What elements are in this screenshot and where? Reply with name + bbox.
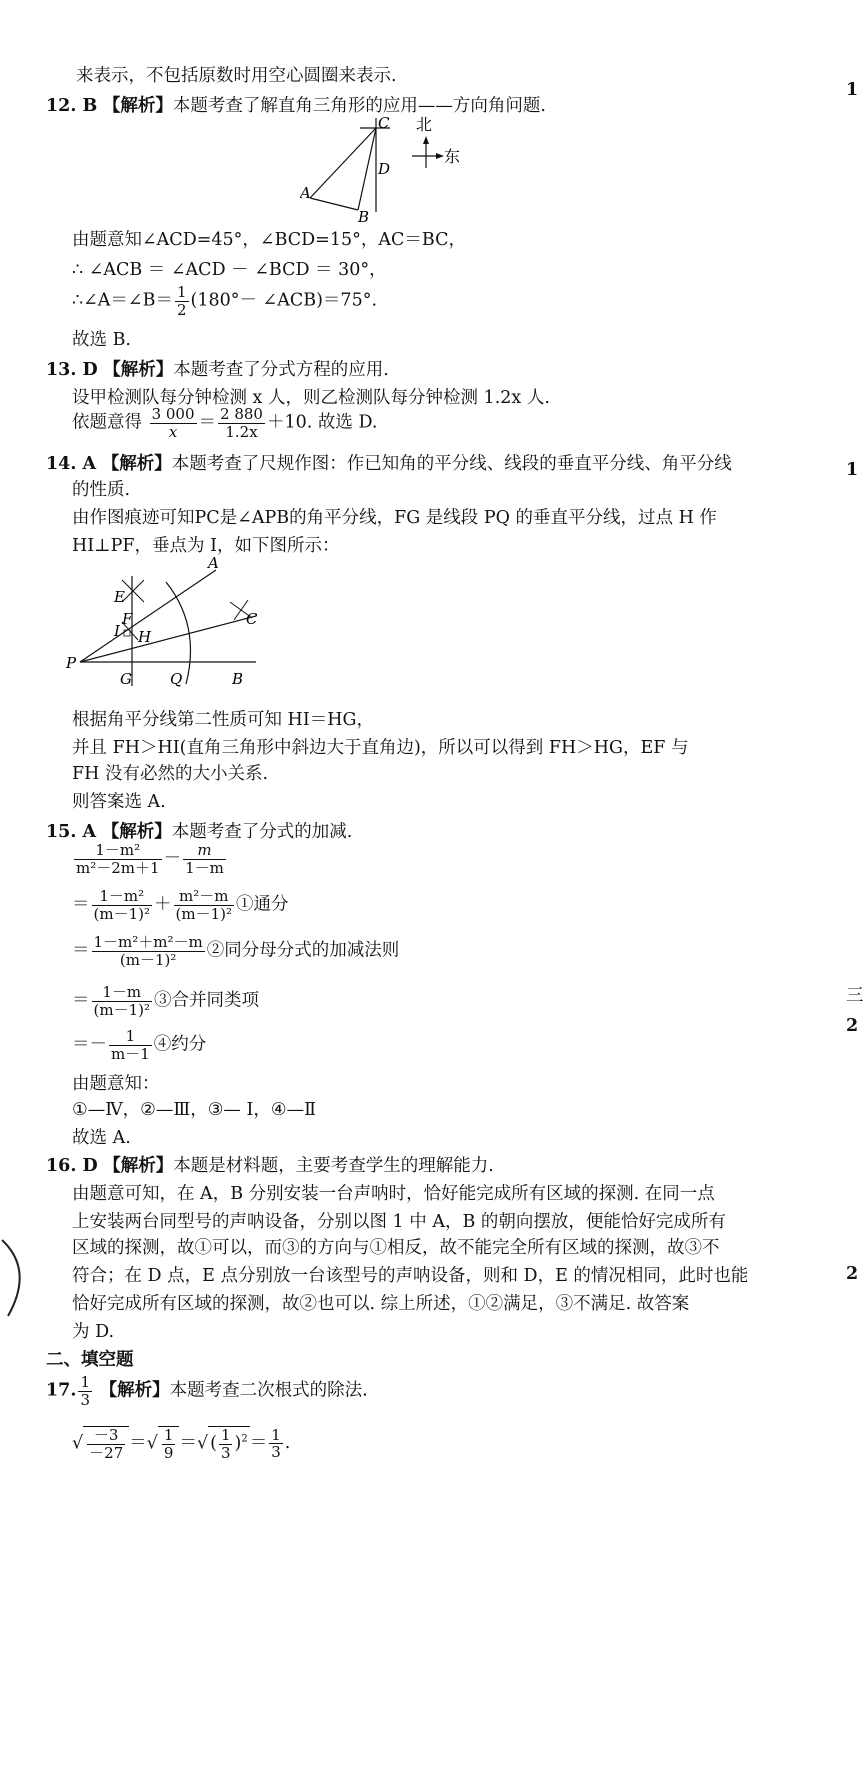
svg-text:P: P — [66, 654, 77, 672]
label-B: B — [358, 208, 370, 224]
q15-line7: ①—Ⅳ，②—Ⅲ，③— Ⅰ，④—Ⅱ — [72, 1100, 316, 1120]
q13-header: 13. D 【解析】本题考查了分式方程的应用. — [46, 360, 389, 380]
svg-text:E: E — [114, 588, 125, 606]
q16-line1: 由题意可知，在 A，B 分别安装一台声呐时，恰好能完成所有区域的探测. 在同一点 — [72, 1184, 715, 1204]
q12-line3 — [72, 284, 377, 318]
svg-text:Q: Q — [170, 670, 183, 688]
q12-line2: ∴ ∠ACB ＝ ∠ACD － ∠BCD ＝ 30°， — [72, 260, 387, 280]
q15-row5: ＝－ $\frac{1}{m-1}$ ④约分 — [72, 1027, 207, 1063]
q13-line2: 依题意得 $\frac{3 000}{x}$ ＝ $\frac{2 880}{1.2x}$ ＋10. 故选 D. — [72, 405, 378, 441]
q14-intro2: 的性质. — [72, 480, 131, 500]
q14-line3: 根据角平分线第二性质可知 HI＝HG， — [72, 710, 374, 730]
q15-row4: ＝ $\frac{1-m}{\text{(m－1)²}}$ ③合并同类项 — [72, 983, 259, 1019]
label-D: D — [378, 160, 391, 178]
q12-line1: 由题意知∠ACD=45°，∠BCD=15°，AC＝BC， — [72, 230, 466, 250]
continuation-line: 来表示，不包括原数时用空心圆圈来表示. — [76, 66, 397, 86]
fraction-half: $\frac{1}{2}$ — [176, 283, 187, 319]
margin-mark: 三 — [846, 986, 864, 1006]
q17-equation: √ $\frac{-3}{-27}$ ＝√ $\frac{1}{9}$ ＝√ ( $\frac{1}{3}$ )$^2$ ＝ $\frac{1}{3}$ . — [72, 1425, 291, 1462]
q15-row3: ＝ $\frac{\text{1－m²＋m²－m}}{\text{(m－1)²}}$ ②同分母分式的加减法则 — [72, 933, 400, 969]
margin-mark: 1 — [846, 460, 859, 480]
north-label: 北 — [416, 115, 433, 134]
q12-number: 12. B — [46, 96, 98, 116]
svg-text:I: I — [114, 622, 120, 640]
q15-row2: ＝ $\frac{\text{1－m²}}{\text{(m－1)²}}$ ＋ $\frac{\text{m²－m}}{\text{(m－1)²}}$ ①通分 — [72, 887, 289, 923]
svg-text:G: G — [120, 670, 132, 688]
q14-line2: HI⊥PF，垂点为 I，如下图所示： — [72, 536, 340, 556]
q12-header — [46, 92, 546, 117]
q15-header: 15. A 【解析】本题考查了分式的加减. — [46, 822, 353, 842]
q15-row1: $\frac{\text{1－m²}}{\text{m²－2m＋1}}$ － $\frac{m}{1-m}$ — [76, 841, 224, 877]
svg-text:C: C — [246, 610, 258, 628]
q13-line1: 设甲检测队每分钟检测 x 人，则乙检测队每分钟检测 1.2x 人. — [72, 388, 550, 408]
margin-mark: 2 — [846, 1016, 859, 1036]
svg-text:F: F — [122, 610, 133, 628]
label-C: C — [378, 114, 390, 132]
q12-line3-a: ∴∠A＝∠B＝ — [72, 290, 173, 311]
margin-mark: 2 — [846, 1264, 859, 1284]
q16-line5: 恰好完成所有区域的探测，故②也可以. 综上所述，①②满足，③不满足. 故答案 — [72, 1294, 690, 1314]
label-A: A — [300, 184, 311, 202]
page-curl-decoration — [0, 1230, 40, 1320]
q16-line3: 区域的探测，故①可以，而③的方向与①相反，故不能完全所有区域的探测，故③不 — [72, 1238, 720, 1258]
q14-line4: 并且 FH＞HI(直角三角形中斜边大于直角边)，所以可以得到 FH＞HG，EF 与 — [72, 738, 689, 758]
margin-mark: 1 — [846, 80, 859, 100]
q16-line4: 符合；在 D 点，E 点分别放一台该型号的声呐设备，则和 D，E 的情况相同，此时也能 — [72, 1266, 749, 1286]
q12-intro: 本题考查了解直角三角形的应用——方向角问题. — [172, 96, 546, 116]
svg-text:B: B — [232, 670, 244, 688]
q16-line2: 上安装两台同型号的声呐设备，分别以图 1 中 A，B 的朝向摆放，便能恰好完成所有 — [72, 1212, 726, 1232]
q16-line6: 为 D. — [72, 1322, 115, 1342]
q14-diagram — [66, 556, 266, 690]
q15-line6: 由题意知： — [72, 1074, 160, 1094]
q15-line8: 故选 A. — [72, 1128, 131, 1148]
q14-header: 14. A 【解析】本题考查了尺规作图：作已知角的平分线、线段的垂直平分线、角平分线 — [46, 454, 732, 474]
svg-text:H: H — [138, 628, 152, 646]
q12-line4: 故选 B. — [72, 330, 131, 350]
q17-header: 17. $\frac{1}{3}$ 【解析】本题考查二次根式的除法. — [46, 1373, 368, 1409]
q14-line6: 则答案选 A. — [72, 792, 166, 812]
q16-header: 16. D 【解析】本题是材料题，主要考查学生的理解能力. — [46, 1156, 494, 1176]
q14-line1: 由作图痕迹可知PC是∠APB的角平分线，FG 是线段 PQ 的垂直平分线，过点 H 作 — [72, 508, 717, 528]
compass-icon — [412, 136, 444, 168]
svg-text:A: A — [208, 556, 219, 572]
q12-line3-b: (180°－ ∠ACB)＝75°. — [190, 290, 378, 311]
section-heading: 二、填空题 — [46, 1350, 134, 1370]
q12-tag: 【解析】 — [102, 96, 173, 116]
q14-line5: FH 没有必然的大小关系. — [72, 764, 269, 784]
q12-diagram — [300, 112, 470, 224]
east-label: 东 — [444, 147, 461, 166]
